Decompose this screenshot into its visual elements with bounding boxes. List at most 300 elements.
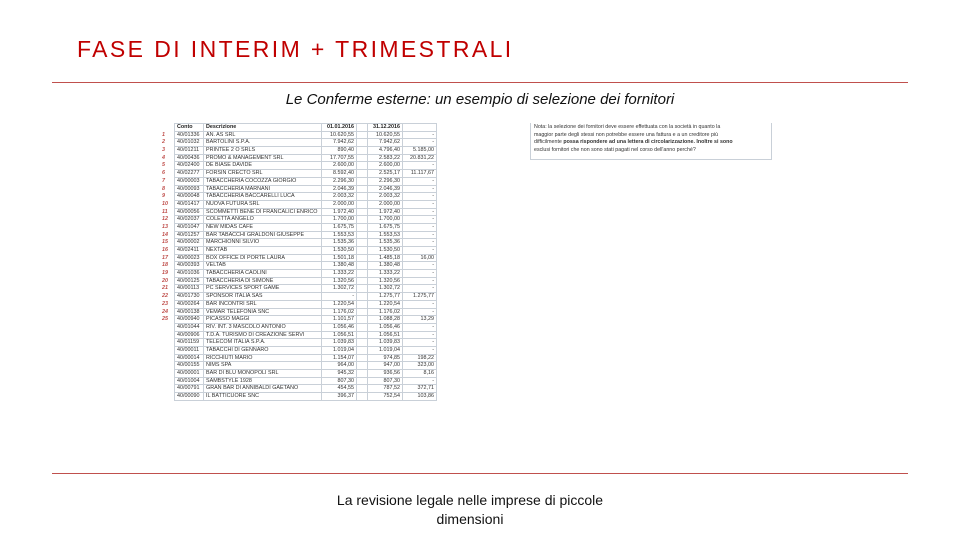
cell-descrizione: PROMO & MANAGEMENT SRL bbox=[204, 154, 322, 162]
table-row bbox=[160, 254, 437, 262]
cell-value-start: 807,30 bbox=[322, 377, 357, 385]
cell-difference: - bbox=[403, 277, 437, 285]
cell-value-start: 890,40 bbox=[322, 147, 357, 155]
table-row bbox=[160, 231, 437, 239]
cell-value-start: 1.530,50 bbox=[322, 247, 357, 255]
cell-separator bbox=[357, 185, 368, 193]
cell-conto: 40/00090 bbox=[175, 393, 204, 401]
cell-descrizione: SPONSOR ITALIA SAS bbox=[204, 293, 322, 301]
cell-descrizione: FORSIN CRECTO SRL bbox=[204, 170, 322, 178]
table-row bbox=[160, 200, 437, 208]
cell-value-end: 1.056,46 bbox=[368, 323, 403, 331]
cell-difference: - bbox=[403, 346, 437, 354]
cell-conto: 40/01004 bbox=[175, 377, 204, 385]
note-line-3 bbox=[534, 139, 768, 147]
table-row bbox=[160, 293, 437, 301]
table-row bbox=[160, 239, 437, 247]
cell-difference: - bbox=[403, 270, 437, 278]
cell-conto: 40/02037 bbox=[175, 216, 204, 224]
cell-difference: - bbox=[403, 200, 437, 208]
note-line-3-bold: possa rispondere ad una lettera di circolarizzazione. Inoltre si sono bbox=[563, 139, 733, 146]
cell-conto: 40/02411 bbox=[175, 247, 204, 255]
cell-descrizione: NEW MIDAS CAFE bbox=[204, 223, 322, 231]
row-number: 21 bbox=[162, 285, 168, 292]
row-number: 17 bbox=[162, 254, 168, 261]
row-number: 23 bbox=[162, 300, 168, 307]
cell-descrizione: PICASSO MAGGI bbox=[204, 316, 322, 324]
row-number: 15 bbox=[162, 239, 168, 246]
cell-value-start: 1.501,18 bbox=[322, 254, 357, 262]
table-row bbox=[160, 147, 437, 155]
cell-conto: 40/00791 bbox=[175, 385, 204, 393]
cell-value-end: 936,56 bbox=[368, 370, 403, 378]
table-row bbox=[160, 331, 437, 339]
cell-value-start: 2.296,30 bbox=[322, 177, 357, 185]
cell-value-start: 1.176,02 bbox=[322, 308, 357, 316]
cell-value-end: 2.525,17 bbox=[368, 170, 403, 178]
table-row bbox=[160, 139, 437, 147]
table-header-row bbox=[160, 124, 437, 132]
cell-descrizione: RIV. INT. 3 MASCOLO ANTONIO bbox=[204, 323, 322, 331]
cell-conto: 40/01159 bbox=[175, 339, 204, 347]
row-number: 25 bbox=[162, 316, 168, 323]
cell-value-start: 1.675,75 bbox=[322, 223, 357, 231]
cell-separator bbox=[357, 377, 368, 385]
cell-descrizione: TABACCHERIA COCOZZA GIORGIO bbox=[204, 177, 322, 185]
row-number: 2 bbox=[162, 139, 165, 146]
cell-value-start: 1.380,48 bbox=[322, 262, 357, 270]
cell-difference: - bbox=[403, 193, 437, 201]
table-row bbox=[160, 223, 437, 231]
footer-text bbox=[300, 491, 640, 529]
row-number bbox=[160, 393, 175, 401]
cell-value-end: 1.972,40 bbox=[368, 208, 403, 216]
cell-value-start: 1.302,72 bbox=[322, 285, 357, 293]
cell-conto: 40/00023 bbox=[175, 254, 204, 262]
footer-line-1: La revisione legale nelle imprese di piccole bbox=[336, 492, 604, 508]
cell-descrizione: PC SERVICES SPORT GAME bbox=[204, 285, 322, 293]
cell-value-end: 2.600,00 bbox=[368, 162, 403, 170]
cell-value-start: 1.700,00 bbox=[322, 216, 357, 224]
cell-difference: - bbox=[403, 239, 437, 247]
cell-conto: 40/02400 bbox=[175, 162, 204, 170]
cell-value-end: 752,54 bbox=[368, 393, 403, 401]
row-number: 22 bbox=[162, 293, 168, 300]
cell-separator bbox=[357, 323, 368, 331]
row-number bbox=[160, 331, 175, 339]
row-number: 3 bbox=[162, 147, 165, 154]
cell-separator bbox=[357, 131, 368, 139]
table-row bbox=[160, 262, 437, 270]
cell-separator bbox=[357, 285, 368, 293]
cell-value-end: 2.583,22 bbox=[368, 154, 403, 162]
table-row bbox=[160, 177, 437, 185]
cell-value-end: 947,00 bbox=[368, 362, 403, 370]
row-number: 1 bbox=[162, 131, 165, 138]
cell-difference: - bbox=[403, 323, 437, 331]
cell-value-start: 7.942,62 bbox=[322, 139, 357, 147]
table-row bbox=[160, 385, 437, 393]
cell-conto: 40/00940 bbox=[175, 316, 204, 324]
table-row bbox=[160, 247, 437, 255]
cell-separator bbox=[357, 239, 368, 247]
cell-value-end: 4.796,40 bbox=[368, 147, 403, 155]
cell-descrizione: GRAN BAR DI ANNIBALDI GAETANO bbox=[204, 385, 322, 393]
table-row bbox=[160, 316, 437, 324]
row-number: 8 bbox=[162, 185, 165, 192]
cell-descrizione: NIMS SPA bbox=[204, 362, 322, 370]
cell-value-start: 1.535,36 bbox=[322, 239, 357, 247]
note-line-4: esclusi fornitori che non sono stati pagati nel corso dell'anno perché? bbox=[534, 146, 696, 153]
cell-difference: - bbox=[403, 185, 437, 193]
row-number: 14 bbox=[162, 231, 168, 238]
cell-value-start: 2.003,32 bbox=[322, 193, 357, 201]
cell-separator bbox=[357, 331, 368, 339]
cell-difference: - bbox=[403, 377, 437, 385]
table-row bbox=[160, 354, 437, 362]
cell-separator bbox=[357, 147, 368, 155]
cell-separator bbox=[357, 177, 368, 185]
table-row bbox=[160, 308, 437, 316]
cell-separator bbox=[357, 385, 368, 393]
cell-descrizione: BAR DI BLU MONOPOLI SRL bbox=[204, 370, 322, 378]
cell-descrizione: BAR INCONTRI SRL bbox=[204, 300, 322, 308]
spreadsheet-image bbox=[160, 123, 777, 433]
cell-conto: 40/01730 bbox=[175, 293, 204, 301]
cell-difference: 5.185,00 bbox=[403, 147, 437, 155]
cell-value-end: 1.700,00 bbox=[368, 216, 403, 224]
row-number bbox=[160, 339, 175, 347]
cell-conto: 40/00138 bbox=[175, 308, 204, 316]
cell-conto: 40/00048 bbox=[175, 193, 204, 201]
cell-conto: 40/01032 bbox=[175, 139, 204, 147]
table-row bbox=[160, 185, 437, 193]
cell-difference: - bbox=[403, 208, 437, 216]
cell-difference: - bbox=[403, 300, 437, 308]
cell-conto: 40/00011 bbox=[175, 346, 204, 354]
cell-conto: 40/00264 bbox=[175, 300, 204, 308]
cell-difference: - bbox=[403, 139, 437, 147]
cell-difference: - bbox=[403, 308, 437, 316]
header-date-start: 01.01.2016 bbox=[322, 124, 357, 132]
cell-value-end: 2.003,32 bbox=[368, 193, 403, 201]
cell-descrizione: TABACCHERIA DI SIMONE bbox=[204, 277, 322, 285]
cell-difference: - bbox=[403, 331, 437, 339]
cell-conto: 40/00155 bbox=[175, 362, 204, 370]
cell-value-end: 10.620,55 bbox=[368, 131, 403, 139]
row-number: 16 bbox=[162, 247, 168, 254]
cell-descrizione: TABACCHI DI GENNARO bbox=[204, 346, 322, 354]
cell-value-start: 1.056,46 bbox=[322, 323, 357, 331]
header-date-end: 31.12.2016 bbox=[368, 124, 403, 132]
cell-value-start: 1.320,56 bbox=[322, 277, 357, 285]
cell-conto: 40/01417 bbox=[175, 200, 204, 208]
cell-separator bbox=[357, 200, 368, 208]
table-row bbox=[160, 300, 437, 308]
cell-value-end: 1.535,36 bbox=[368, 239, 403, 247]
cell-conto: 40/00093 bbox=[175, 185, 204, 193]
cell-difference: 1.275,77 bbox=[403, 293, 437, 301]
row-number: 13 bbox=[162, 223, 168, 230]
cell-separator bbox=[357, 370, 368, 378]
cell-conto: 40/00393 bbox=[175, 262, 204, 270]
cell-conto: 40/01044 bbox=[175, 323, 204, 331]
cell-value-end: 807,30 bbox=[368, 377, 403, 385]
cell-value-end: 1.675,75 bbox=[368, 223, 403, 231]
cell-difference: 20.831,22 bbox=[403, 154, 437, 162]
cell-difference: 198,22 bbox=[403, 354, 437, 362]
cell-value-start: 2.600,00 bbox=[322, 162, 357, 170]
table-row bbox=[160, 277, 437, 285]
cell-conto: 40/01047 bbox=[175, 223, 204, 231]
row-number: 4 bbox=[162, 154, 165, 161]
table-row bbox=[160, 285, 437, 293]
cell-value-end: 1.320,56 bbox=[368, 277, 403, 285]
row-number bbox=[160, 385, 175, 393]
cell-descrizione: DE BIASE DAVIDE bbox=[204, 162, 322, 170]
cell-conto: 40/00002 bbox=[175, 239, 204, 247]
cell-separator bbox=[357, 346, 368, 354]
cell-conto: 40/00001 bbox=[175, 370, 204, 378]
cell-conto: 40/00125 bbox=[175, 277, 204, 285]
cell-difference: 16,00 bbox=[403, 254, 437, 262]
cell-value-start: 1.101,57 bbox=[322, 316, 357, 324]
cell-descrizione: IL BATTICUORE SNC bbox=[204, 393, 322, 401]
row-number: 12 bbox=[162, 216, 168, 223]
row-number bbox=[160, 346, 175, 354]
cell-descrizione: SAMBSTYLE 1928 bbox=[204, 377, 322, 385]
row-number: 9 bbox=[162, 193, 165, 200]
table-row bbox=[160, 131, 437, 139]
row-number bbox=[160, 362, 175, 370]
cell-value-end: 2.046,39 bbox=[368, 185, 403, 193]
row-number: 5 bbox=[162, 162, 165, 169]
cell-conto: 40/00436 bbox=[175, 154, 204, 162]
cell-value-end: 1.176,02 bbox=[368, 308, 403, 316]
supplier-table bbox=[160, 123, 437, 401]
cell-value-end: 1.485,18 bbox=[368, 254, 403, 262]
cell-separator bbox=[357, 223, 368, 231]
cell-value-end: 787,52 bbox=[368, 385, 403, 393]
cell-separator bbox=[357, 362, 368, 370]
table-row bbox=[160, 162, 437, 170]
cell-descrizione: COLETTA ANGELO bbox=[204, 216, 322, 224]
cell-descrizione: VEMAR TELEFONIA SNC bbox=[204, 308, 322, 316]
cell-difference: - bbox=[403, 247, 437, 255]
cell-value-end: 1.088,28 bbox=[368, 316, 403, 324]
row-number: 10 bbox=[162, 200, 168, 207]
cell-value-start: 1.019,04 bbox=[322, 346, 357, 354]
cell-separator bbox=[357, 262, 368, 270]
cell-separator bbox=[357, 231, 368, 239]
cell-value-start: 1.972,40 bbox=[322, 208, 357, 216]
note-line-3-pre: difficilmente bbox=[534, 139, 564, 146]
cell-value-start: 17.707,55 bbox=[322, 154, 357, 162]
cell-difference: - bbox=[403, 162, 437, 170]
cell-difference: - bbox=[403, 177, 437, 185]
cell-difference: - bbox=[403, 339, 437, 347]
row-number: 20 bbox=[162, 277, 168, 284]
row-number: 24 bbox=[162, 308, 168, 315]
cell-difference: - bbox=[403, 216, 437, 224]
cell-descrizione: BOX OFFICE DI PORTE LAURA bbox=[204, 254, 322, 262]
cell-conto: 40/00014 bbox=[175, 354, 204, 362]
cell-value-start: 1.154,07 bbox=[322, 354, 357, 362]
cell-conto: 40/01336 bbox=[175, 131, 204, 139]
cell-separator bbox=[357, 293, 368, 301]
cell-difference: - bbox=[403, 262, 437, 270]
cell-separator bbox=[357, 308, 368, 316]
cell-descrizione: MARCHIONNI SILVIO bbox=[204, 239, 322, 247]
cell-separator bbox=[357, 162, 368, 170]
cell-conto: 40/02277 bbox=[175, 170, 204, 178]
cell-difference: - bbox=[403, 131, 437, 139]
cell-separator bbox=[357, 170, 368, 178]
slide-subtitle: Le Conferme esterne: un esempio di selezione dei fornitori bbox=[285, 91, 675, 108]
cell-value-end: 1.056,51 bbox=[368, 331, 403, 339]
cell-descrizione: TELECOM ITALIA S.P.A. bbox=[204, 339, 322, 347]
cell-value-end: 1.530,50 bbox=[368, 247, 403, 255]
cell-conto: 40/01036 bbox=[175, 270, 204, 278]
cell-conto: 40/01257 bbox=[175, 231, 204, 239]
cell-separator bbox=[357, 270, 368, 278]
cell-value-end: 1.333,22 bbox=[368, 270, 403, 278]
cell-conto: 40/00003 bbox=[175, 177, 204, 185]
cell-value-start: - bbox=[322, 293, 357, 301]
table-row bbox=[160, 193, 437, 201]
slide-title: FASE DI INTERIM + TRIMESTRALI bbox=[77, 36, 514, 62]
cell-value-end: 1.380,48 bbox=[368, 262, 403, 270]
cell-descrizione: TABACCHERIA MARNANI bbox=[204, 185, 322, 193]
cell-descrizione: TABACCHERIA BACCARELLI LUCA bbox=[204, 193, 322, 201]
cell-descrizione: NEXTAB bbox=[204, 247, 322, 255]
table-row bbox=[160, 346, 437, 354]
cell-descrizione: SCOMMETTI BENE DI FRANCALICI ENRICO bbox=[204, 208, 322, 216]
row-number: 11 bbox=[162, 208, 168, 215]
table-row bbox=[160, 339, 437, 347]
table-row bbox=[160, 208, 437, 216]
cell-difference: 11.117,67 bbox=[403, 170, 437, 178]
cell-separator bbox=[357, 254, 368, 262]
cell-descrizione: T.D.A. TURISMO DI CREAZIONE SERVI bbox=[204, 331, 322, 339]
header-descrizione: Descrizione bbox=[204, 124, 322, 132]
bottom-divider bbox=[52, 473, 908, 474]
cell-conto: 40/01211 bbox=[175, 147, 204, 155]
cell-value-end: 7.942,62 bbox=[368, 139, 403, 147]
cell-separator bbox=[357, 393, 368, 401]
cell-descrizione: VELTAB bbox=[204, 262, 322, 270]
cell-conto: 40/00056 bbox=[175, 208, 204, 216]
note-line-1: Nota: la selezione dei fornitori deve essere effettuata con la società in quanto la bbox=[534, 124, 721, 130]
table-row bbox=[160, 393, 437, 401]
cell-separator bbox=[357, 354, 368, 362]
cell-value-start: 454,55 bbox=[322, 385, 357, 393]
cell-value-start: 1.039,83 bbox=[322, 339, 357, 347]
cell-difference: 372,71 bbox=[403, 385, 437, 393]
cell-difference: 103,86 bbox=[403, 393, 437, 401]
row-number bbox=[160, 323, 175, 331]
cell-value-start: 396,37 bbox=[322, 393, 357, 401]
header-conto: Conto bbox=[175, 124, 204, 132]
cell-separator bbox=[357, 216, 368, 224]
row-number: 6 bbox=[162, 170, 165, 177]
cell-difference: - bbox=[403, 285, 437, 293]
table-row bbox=[160, 377, 437, 385]
cell-descrizione: AN. AS SRL bbox=[204, 131, 322, 139]
cell-separator bbox=[357, 316, 368, 324]
cell-difference: - bbox=[403, 223, 437, 231]
cell-value-start: 10.620,55 bbox=[322, 131, 357, 139]
cell-descrizione: RICCHIUTI MARIO bbox=[204, 354, 322, 362]
cell-conto: 40/00113 bbox=[175, 285, 204, 293]
cell-value-end: 1.220,54 bbox=[368, 300, 403, 308]
row-number: 7 bbox=[162, 177, 165, 184]
table-row bbox=[160, 362, 437, 370]
cell-separator bbox=[357, 154, 368, 162]
cell-value-end: 974,85 bbox=[368, 354, 403, 362]
cell-separator bbox=[357, 277, 368, 285]
cell-value-end: 1.302,72 bbox=[368, 285, 403, 293]
row-number: 19 bbox=[162, 270, 168, 277]
cell-descrizione: BAR TABACCHI GRALDONI GIUSEPPE bbox=[204, 231, 322, 239]
row-number bbox=[160, 377, 175, 385]
cell-difference: 323,00 bbox=[403, 362, 437, 370]
cell-separator bbox=[357, 300, 368, 308]
cell-value-end: 1.019,04 bbox=[368, 346, 403, 354]
cell-value-end: 1.275,77 bbox=[368, 293, 403, 301]
cell-value-start: 2.000,00 bbox=[322, 200, 357, 208]
cell-value-end: 2.000,00 bbox=[368, 200, 403, 208]
cell-separator bbox=[357, 193, 368, 201]
cell-value-start: 2.046,39 bbox=[322, 185, 357, 193]
cell-descrizione: PRINTEE 2 O SRLS bbox=[204, 147, 322, 155]
row-number: 18 bbox=[162, 262, 168, 269]
cell-value-start: 1.553,53 bbox=[322, 231, 357, 239]
cell-value-start: 1.056,51 bbox=[322, 331, 357, 339]
table-row bbox=[160, 216, 437, 224]
cell-value-start: 945,32 bbox=[322, 370, 357, 378]
top-divider bbox=[52, 82, 908, 83]
note-line-2: maggior parte degli stessi non potrebbe essere una fattura e a un creditore più bbox=[534, 131, 719, 138]
cell-value-start: 1.220,54 bbox=[322, 300, 357, 308]
table-row bbox=[160, 154, 437, 162]
footer-line-2: dimensioni bbox=[436, 511, 504, 527]
table-row bbox=[160, 170, 437, 178]
cell-separator bbox=[357, 139, 368, 147]
cell-difference: - bbox=[403, 231, 437, 239]
table-row bbox=[160, 370, 437, 378]
table-row bbox=[160, 323, 437, 331]
cell-difference: 8,16 bbox=[403, 370, 437, 378]
cell-separator bbox=[357, 247, 368, 255]
cell-value-start: 964,00 bbox=[322, 362, 357, 370]
cell-value-end: 1.553,53 bbox=[368, 231, 403, 239]
cell-descrizione: TABACCHERIA CAOLINI bbox=[204, 270, 322, 278]
row-number bbox=[160, 370, 175, 378]
cell-difference: 13,29 bbox=[403, 316, 437, 324]
cell-conto: 40/00906 bbox=[175, 331, 204, 339]
header-difference bbox=[403, 124, 437, 132]
cell-value-start: 8.592,40 bbox=[322, 170, 357, 178]
table-row bbox=[160, 270, 437, 278]
cell-value-end: 1.039,83 bbox=[368, 339, 403, 347]
cell-value-start: 1.333,22 bbox=[322, 270, 357, 278]
row-number bbox=[160, 354, 175, 362]
cell-separator bbox=[357, 208, 368, 216]
selection-note bbox=[530, 123, 772, 160]
cell-value-end: 2.296,30 bbox=[368, 177, 403, 185]
cell-separator bbox=[357, 339, 368, 347]
